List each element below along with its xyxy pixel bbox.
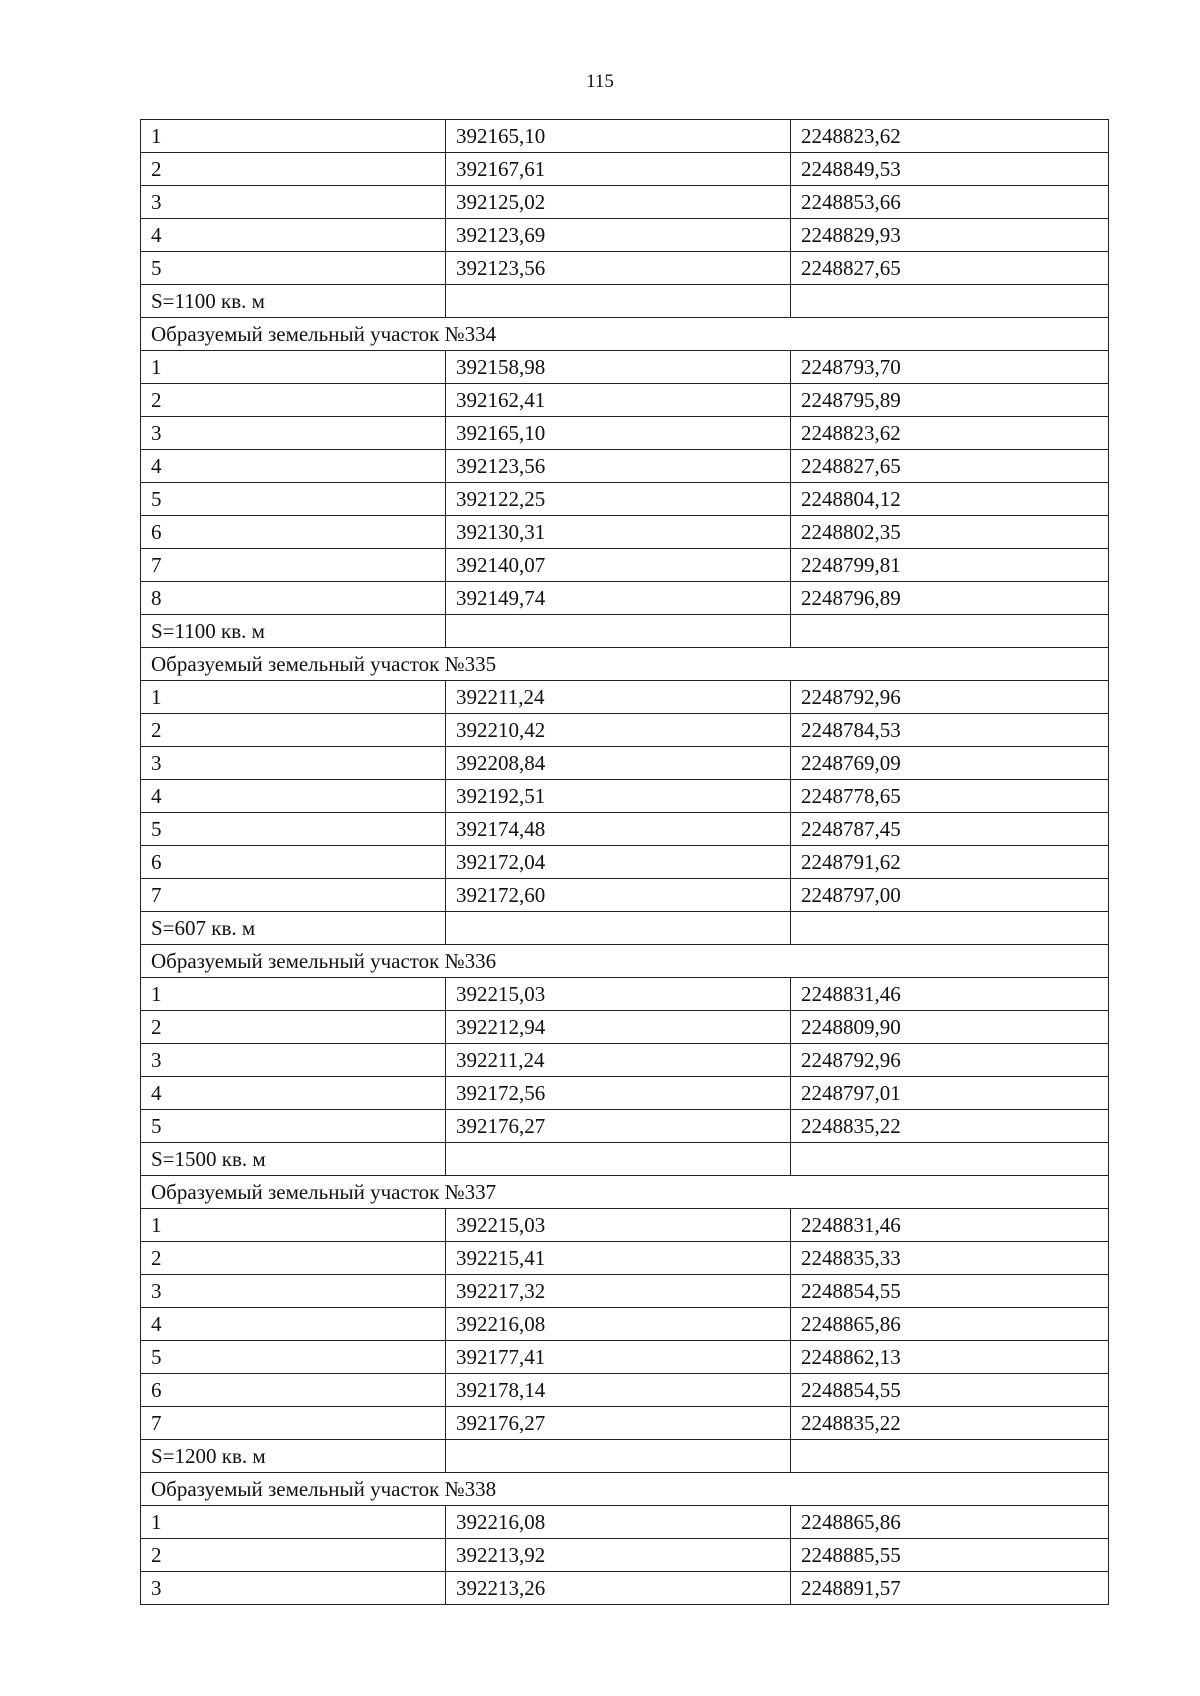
point-number: 3	[141, 1572, 446, 1605]
table-row	[141, 417, 1109, 450]
point-number: 2	[141, 153, 446, 186]
table-row	[141, 681, 1109, 714]
parcel-heading: Образуемый земельный участок №338	[141, 1473, 1109, 1506]
x-coordinate: 392215,41	[446, 1242, 791, 1275]
x-coordinate: 392212,94	[446, 1011, 791, 1044]
empty-cell	[791, 615, 1109, 648]
y-coordinate: 2248835,22	[791, 1110, 1109, 1143]
point-number: 1	[141, 681, 446, 714]
y-coordinate: 2248792,96	[791, 681, 1109, 714]
area-row	[141, 1143, 1109, 1176]
point-number: 6	[141, 516, 446, 549]
y-coordinate: 2248831,46	[791, 978, 1109, 1011]
point-number: 5	[141, 813, 446, 846]
y-coordinate: 2248835,22	[791, 1407, 1109, 1440]
x-coordinate: 392177,41	[446, 1341, 791, 1374]
x-coordinate: 392140,07	[446, 549, 791, 582]
area-value: S=1100 кв. м	[141, 285, 446, 318]
y-coordinate: 2248865,86	[791, 1506, 1109, 1539]
y-coordinate: 2248885,55	[791, 1539, 1109, 1572]
y-coordinate: 2248795,89	[791, 384, 1109, 417]
parcel-heading-row	[141, 1176, 1109, 1209]
x-coordinate: 392125,02	[446, 186, 791, 219]
point-number: 2	[141, 1242, 446, 1275]
y-coordinate: 2248865,86	[791, 1308, 1109, 1341]
point-number: 2	[141, 1539, 446, 1572]
x-coordinate: 392210,42	[446, 714, 791, 747]
y-coordinate: 2248802,35	[791, 516, 1109, 549]
x-coordinate: 392215,03	[446, 1209, 791, 1242]
area-row	[141, 285, 1109, 318]
y-coordinate: 2248831,46	[791, 1209, 1109, 1242]
table-row	[141, 483, 1109, 516]
table-row	[141, 846, 1109, 879]
coordinates-table	[140, 119, 1109, 1605]
y-coordinate: 2248791,62	[791, 846, 1109, 879]
area-value: S=1100 кв. м	[141, 615, 446, 648]
y-coordinate: 2248854,55	[791, 1275, 1109, 1308]
empty-cell	[446, 285, 791, 318]
point-number: 8	[141, 582, 446, 615]
empty-cell	[791, 285, 1109, 318]
empty-cell	[446, 912, 791, 945]
point-number: 2	[141, 1011, 446, 1044]
table-row	[141, 153, 1109, 186]
point-number: 1	[141, 978, 446, 1011]
table-row	[141, 747, 1109, 780]
parcel-heading-row	[141, 318, 1109, 351]
x-coordinate: 392211,24	[446, 681, 791, 714]
area-row	[141, 615, 1109, 648]
x-coordinate: 392172,60	[446, 879, 791, 912]
y-coordinate: 2248797,01	[791, 1077, 1109, 1110]
table-row	[141, 582, 1109, 615]
table-row	[141, 879, 1109, 912]
table-row	[141, 1209, 1109, 1242]
table-row	[141, 1539, 1109, 1572]
table-row	[141, 219, 1109, 252]
point-number: 3	[141, 1275, 446, 1308]
point-number: 3	[141, 747, 446, 780]
x-coordinate: 392213,26	[446, 1572, 791, 1605]
x-coordinate: 392158,98	[446, 351, 791, 384]
y-coordinate: 2248796,89	[791, 582, 1109, 615]
y-coordinate: 2248862,13	[791, 1341, 1109, 1374]
x-coordinate: 392174,48	[446, 813, 791, 846]
point-number: 3	[141, 186, 446, 219]
x-coordinate: 392172,04	[446, 846, 791, 879]
area-value: S=607 кв. м	[141, 912, 446, 945]
table-row	[141, 714, 1109, 747]
x-coordinate: 392165,10	[446, 120, 791, 153]
x-coordinate: 392172,56	[446, 1077, 791, 1110]
x-coordinate: 392122,25	[446, 483, 791, 516]
x-coordinate: 392208,84	[446, 747, 791, 780]
table-row	[141, 120, 1109, 153]
empty-cell	[791, 912, 1109, 945]
table-row	[141, 186, 1109, 219]
y-coordinate: 2248835,33	[791, 1242, 1109, 1275]
x-coordinate: 392216,08	[446, 1506, 791, 1539]
y-coordinate: 2248799,81	[791, 549, 1109, 582]
table-row	[141, 978, 1109, 1011]
point-number: 1	[141, 1209, 446, 1242]
table-row	[141, 813, 1109, 846]
y-coordinate: 2248809,90	[791, 1011, 1109, 1044]
y-coordinate: 2248853,66	[791, 186, 1109, 219]
y-coordinate: 2248891,57	[791, 1572, 1109, 1605]
table-row	[141, 1407, 1109, 1440]
x-coordinate: 392213,92	[446, 1539, 791, 1572]
point-number: 5	[141, 1341, 446, 1374]
point-number: 2	[141, 714, 446, 747]
x-coordinate: 392178,14	[446, 1374, 791, 1407]
table-row	[141, 1242, 1109, 1275]
area-value: S=1500 кв. м	[141, 1143, 446, 1176]
empty-cell	[791, 1143, 1109, 1176]
parcel-heading-row	[141, 945, 1109, 978]
y-coordinate: 2248792,96	[791, 1044, 1109, 1077]
empty-cell	[446, 1440, 791, 1473]
coordinates-table-body	[141, 120, 1109, 1605]
area-value: S=1200 кв. м	[141, 1440, 446, 1473]
table-row	[141, 351, 1109, 384]
point-number: 6	[141, 1374, 446, 1407]
point-number: 1	[141, 120, 446, 153]
point-number: 5	[141, 483, 446, 516]
x-coordinate: 392162,41	[446, 384, 791, 417]
table-row	[141, 1374, 1109, 1407]
y-coordinate: 2248854,55	[791, 1374, 1109, 1407]
point-number: 7	[141, 879, 446, 912]
point-number: 7	[141, 1407, 446, 1440]
parcel-heading-row	[141, 1473, 1109, 1506]
table-row	[141, 252, 1109, 285]
point-number: 3	[141, 417, 446, 450]
point-number: 3	[141, 1044, 446, 1077]
x-coordinate: 392215,03	[446, 978, 791, 1011]
y-coordinate: 2248784,53	[791, 714, 1109, 747]
y-coordinate: 2248787,45	[791, 813, 1109, 846]
y-coordinate: 2248829,93	[791, 219, 1109, 252]
table-row	[141, 1572, 1109, 1605]
area-row	[141, 912, 1109, 945]
x-coordinate: 392130,31	[446, 516, 791, 549]
x-coordinate: 392123,56	[446, 450, 791, 483]
page-number: 115	[586, 71, 614, 92]
table-row	[141, 1341, 1109, 1374]
point-number: 4	[141, 450, 446, 483]
x-coordinate: 392123,56	[446, 252, 791, 285]
x-coordinate: 392176,27	[446, 1110, 791, 1143]
y-coordinate: 2248823,62	[791, 120, 1109, 153]
x-coordinate: 392167,61	[446, 153, 791, 186]
empty-cell	[446, 1143, 791, 1176]
x-coordinate: 392211,24	[446, 1044, 791, 1077]
empty-cell	[791, 1440, 1109, 1473]
point-number: 5	[141, 1110, 446, 1143]
table-row	[141, 1275, 1109, 1308]
x-coordinate: 392176,27	[446, 1407, 791, 1440]
y-coordinate: 2248823,62	[791, 417, 1109, 450]
y-coordinate: 2248797,00	[791, 879, 1109, 912]
parcel-heading: Образуемый земельный участок №335	[141, 648, 1109, 681]
table-row	[141, 384, 1109, 417]
y-coordinate: 2248793,70	[791, 351, 1109, 384]
x-coordinate: 392192,51	[446, 780, 791, 813]
x-coordinate: 392216,08	[446, 1308, 791, 1341]
y-coordinate: 2248778,65	[791, 780, 1109, 813]
point-number: 4	[141, 1308, 446, 1341]
area-row	[141, 1440, 1109, 1473]
y-coordinate: 2248827,65	[791, 252, 1109, 285]
table-row	[141, 1011, 1109, 1044]
x-coordinate: 392217,32	[446, 1275, 791, 1308]
y-coordinate: 2248804,12	[791, 483, 1109, 516]
parcel-heading: Образуемый земельный участок №337	[141, 1176, 1109, 1209]
point-number: 1	[141, 351, 446, 384]
table-row	[141, 549, 1109, 582]
x-coordinate: 392149,74	[446, 582, 791, 615]
point-number: 5	[141, 252, 446, 285]
parcel-heading: Образуемый земельный участок №336	[141, 945, 1109, 978]
point-number: 2	[141, 384, 446, 417]
point-number: 6	[141, 846, 446, 879]
table-row	[141, 780, 1109, 813]
table-row	[141, 1077, 1109, 1110]
point-number: 4	[141, 1077, 446, 1110]
table-row	[141, 1308, 1109, 1341]
point-number: 4	[141, 219, 446, 252]
table-row	[141, 1506, 1109, 1539]
y-coordinate: 2248849,53	[791, 153, 1109, 186]
point-number: 1	[141, 1506, 446, 1539]
table-row	[141, 516, 1109, 549]
table-row	[141, 1044, 1109, 1077]
empty-cell	[446, 615, 791, 648]
point-number: 4	[141, 780, 446, 813]
x-coordinate: 392123,69	[446, 219, 791, 252]
x-coordinate: 392165,10	[446, 417, 791, 450]
table-row	[141, 1110, 1109, 1143]
y-coordinate: 2248827,65	[791, 450, 1109, 483]
parcel-heading: Образуемый земельный участок №334	[141, 318, 1109, 351]
parcel-heading-row	[141, 648, 1109, 681]
y-coordinate: 2248769,09	[791, 747, 1109, 780]
point-number: 7	[141, 549, 446, 582]
table-row	[141, 450, 1109, 483]
